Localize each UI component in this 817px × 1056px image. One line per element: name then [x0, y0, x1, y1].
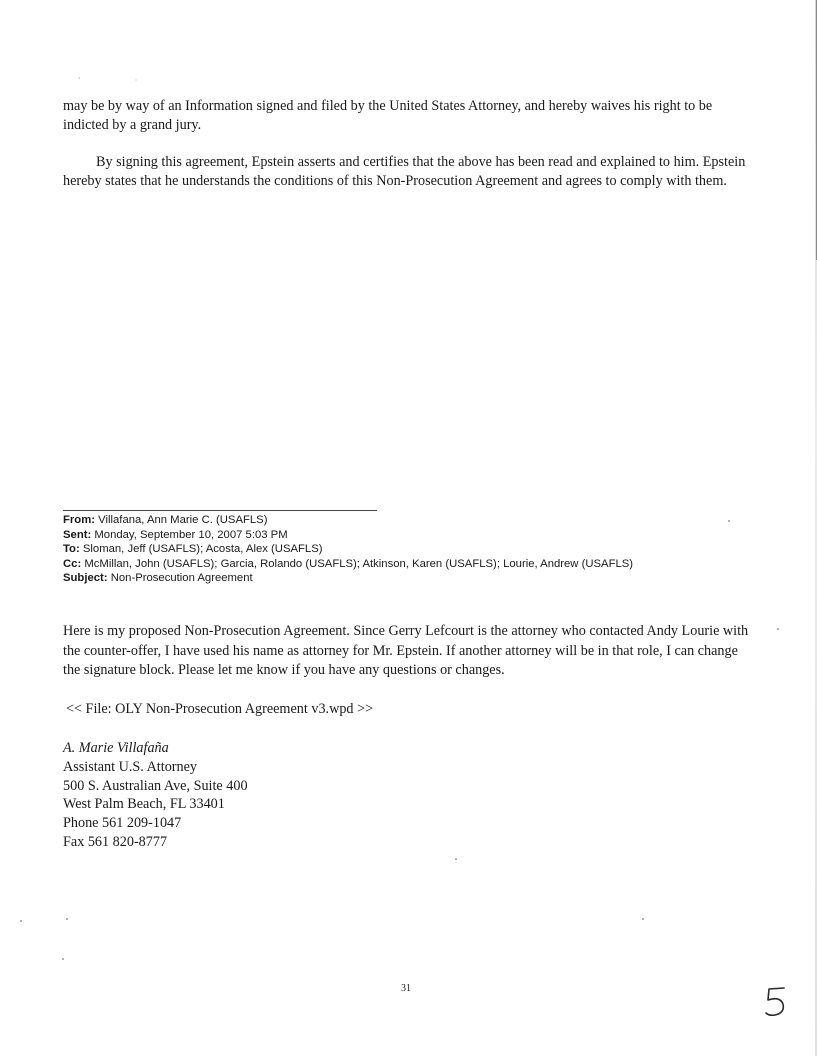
- signature-phone: Phone 561 209-1047: [63, 815, 182, 832]
- scan-artifact-marks: ' ·: [78, 76, 164, 85]
- email-sent-value: Monday, September 10, 2007 5:03 PM: [94, 528, 288, 541]
- email-cc-value: McMillan, John (USAFLS); Garcia, Rolando (USAFLS); Atkinson, Karen (USAFLS); Lourie, Andrew (USAFLS): [84, 557, 634, 570]
- email-from-label: From:: [63, 514, 96, 526]
- scan-speck: [455, 858, 457, 860]
- paragraph-indictment-waiver: may be by way of an Information signed and filed by the United States Attorney, and hereby waives his right to be indicted by a grand jury.: [63, 98, 713, 133]
- handwritten-page-mark: [763, 985, 789, 1019]
- page-number: 31: [401, 983, 411, 994]
- email-cc-label: Cc:: [63, 557, 82, 570]
- paragraph-acknowledgement: By signing this agreement, Epstein asserts and certifies that the above has been read and explained to him. Epstein hereby states that he understands the conditions of this Non-Prosecution Agreement and agrees to comply with them.: [63, 154, 746, 189]
- email-sent-label: Sent:: [63, 528, 92, 541]
- signature-address-line2: West Palm Beach, FL 33401: [63, 796, 225, 813]
- email-cc-line: [63, 557, 763, 572]
- email-from-value: Villafana, Ann Marie C. (USAFLS): [98, 514, 268, 526]
- signature-fax: Fax 561 820-8777: [63, 833, 168, 850]
- signature-block: [63, 739, 248, 852]
- email-header: [63, 513, 763, 586]
- signature-address-line1: 500 S. Australian Ave, Suite 400: [63, 777, 248, 794]
- email-to-line: [63, 542, 763, 557]
- email-separator-line: [63, 510, 377, 511]
- email-from-line: [63, 513, 763, 528]
- scan-speck: [642, 918, 644, 920]
- scan-speck: [62, 958, 64, 960]
- email-body: Here is my proposed Non-Prosecution Agreement. Since Gerry Lefcourt is the attorney who contacted Andy Lourie with the counter-offer, I have used his name as attorney for Mr. Epstein. If another attorney will be in that role, I can change the signature block. Please let me know if you have any questions or changes.: [63, 623, 749, 678]
- email-to-value: Sloman, Jeff (USAFLS); Acosta, Alex (USAFLS): [82, 543, 323, 556]
- email-sent-line: [63, 528, 763, 543]
- signature-name: A. Marie Villafaña: [63, 740, 169, 756]
- scan-speck: [728, 520, 730, 522]
- email-attachment: << File: OLY Non-Prosecution Agreement v3.wpd >>: [66, 701, 374, 717]
- email-subject-line: [63, 571, 763, 586]
- scan-speck: [777, 628, 779, 630]
- signature-title: Assistant U.S. Attorney: [63, 758, 197, 775]
- email-subject-value: Non-Prosecution Agreement: [110, 572, 253, 585]
- scan-speck: [20, 920, 22, 922]
- email-to-label: To:: [63, 543, 80, 556]
- email-subject-label: Subject:: [63, 572, 108, 585]
- scan-speck: [66, 918, 68, 920]
